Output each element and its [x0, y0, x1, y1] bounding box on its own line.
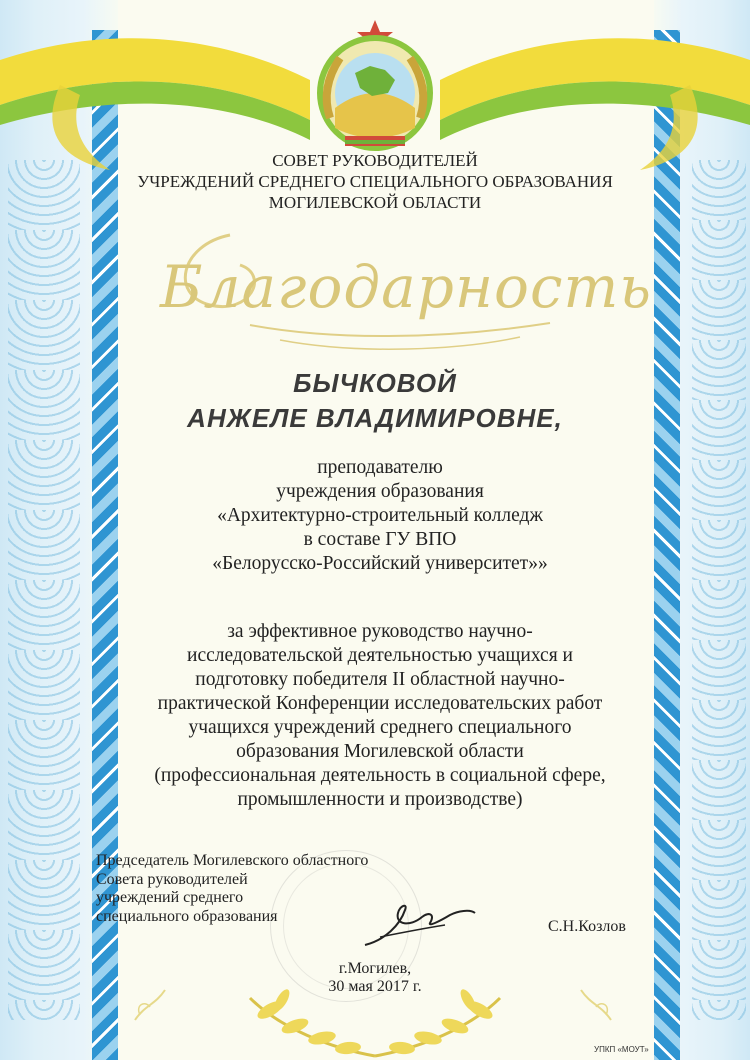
coat-of-arms-emblem	[300, 18, 450, 158]
reason-line-4: практической Конференции исследовательских работ	[157, 693, 603, 714]
signatory-title	[96, 852, 368, 926]
handwritten-signature	[360, 895, 480, 955]
recipient-line-2: АНЖЕЛЕ ВЛАДИМИРОВНЕ,	[187, 403, 563, 433]
signatory-name: С.Н.Козлов	[548, 918, 626, 935]
reason-line-2: исследовательской деятельностью учащихся и	[187, 645, 573, 666]
title-text: Благодарность	[160, 253, 653, 321]
recipient-line-1: БЫЧКОВОЙ	[293, 368, 457, 398]
position-line-1: преподавателю	[317, 457, 443, 478]
position-line-3: «Архитектурно-строительный колледж	[217, 505, 543, 526]
issuer-line-1: СОВЕТ РУКОВОДИТЕЛЕЙ	[272, 151, 478, 170]
reason-line-1: за эффективное руководство научно-	[227, 621, 533, 642]
signatory-line-4: специального образования	[96, 907, 278, 925]
reason-line-6: образования Могилевской области	[236, 741, 524, 762]
corner-ornament-icon	[130, 985, 170, 1025]
reason-line-8: промышленности и производстве)	[237, 789, 523, 810]
recipient-position	[80, 456, 680, 576]
signatory-line-3: учреждений среднего	[96, 889, 244, 906]
reason-line-5: учащихся учреждений среднего специального	[188, 717, 572, 738]
issuer-line-3: МОГИЛЕВСКОЙ ОБЛАСТИ	[268, 193, 482, 212]
award-reason	[80, 620, 680, 812]
place-city: г.Могилев,	[338, 960, 412, 977]
issuer-header	[0, 150, 750, 213]
printer-imprint: УПКП «МОУТ»	[594, 1045, 649, 1054]
recipient-name	[0, 366, 750, 436]
issue-date: 30 мая 2017 г.	[328, 978, 422, 995]
laurel-wreath-icon	[240, 978, 510, 1060]
corner-ornament-icon	[576, 985, 616, 1025]
right-pattern	[692, 160, 746, 1020]
document-title	[160, 215, 653, 355]
position-line-2: учреждения образования	[276, 481, 484, 502]
issuer-line-2: УЧРЕЖДЕНИЙ СРЕДНЕГО СПЕЦИАЛЬНОГО ОБРАЗОВАНИЯ	[137, 172, 613, 191]
reason-line-3: подготовку победителя II областной научно-	[195, 669, 565, 690]
signatory-line-1: Председатель Могилевского областного	[96, 852, 369, 869]
signatory-line-2: Совета руководителей	[96, 870, 248, 888]
left-pattern	[8, 160, 80, 1020]
reason-line-7: (профессиональная деятельность в социальной сфере,	[154, 765, 606, 786]
position-line-4: в составе ГУ ВПО	[303, 529, 457, 550]
position-line-5: «Белорусско-Российский университет»»	[212, 553, 548, 574]
